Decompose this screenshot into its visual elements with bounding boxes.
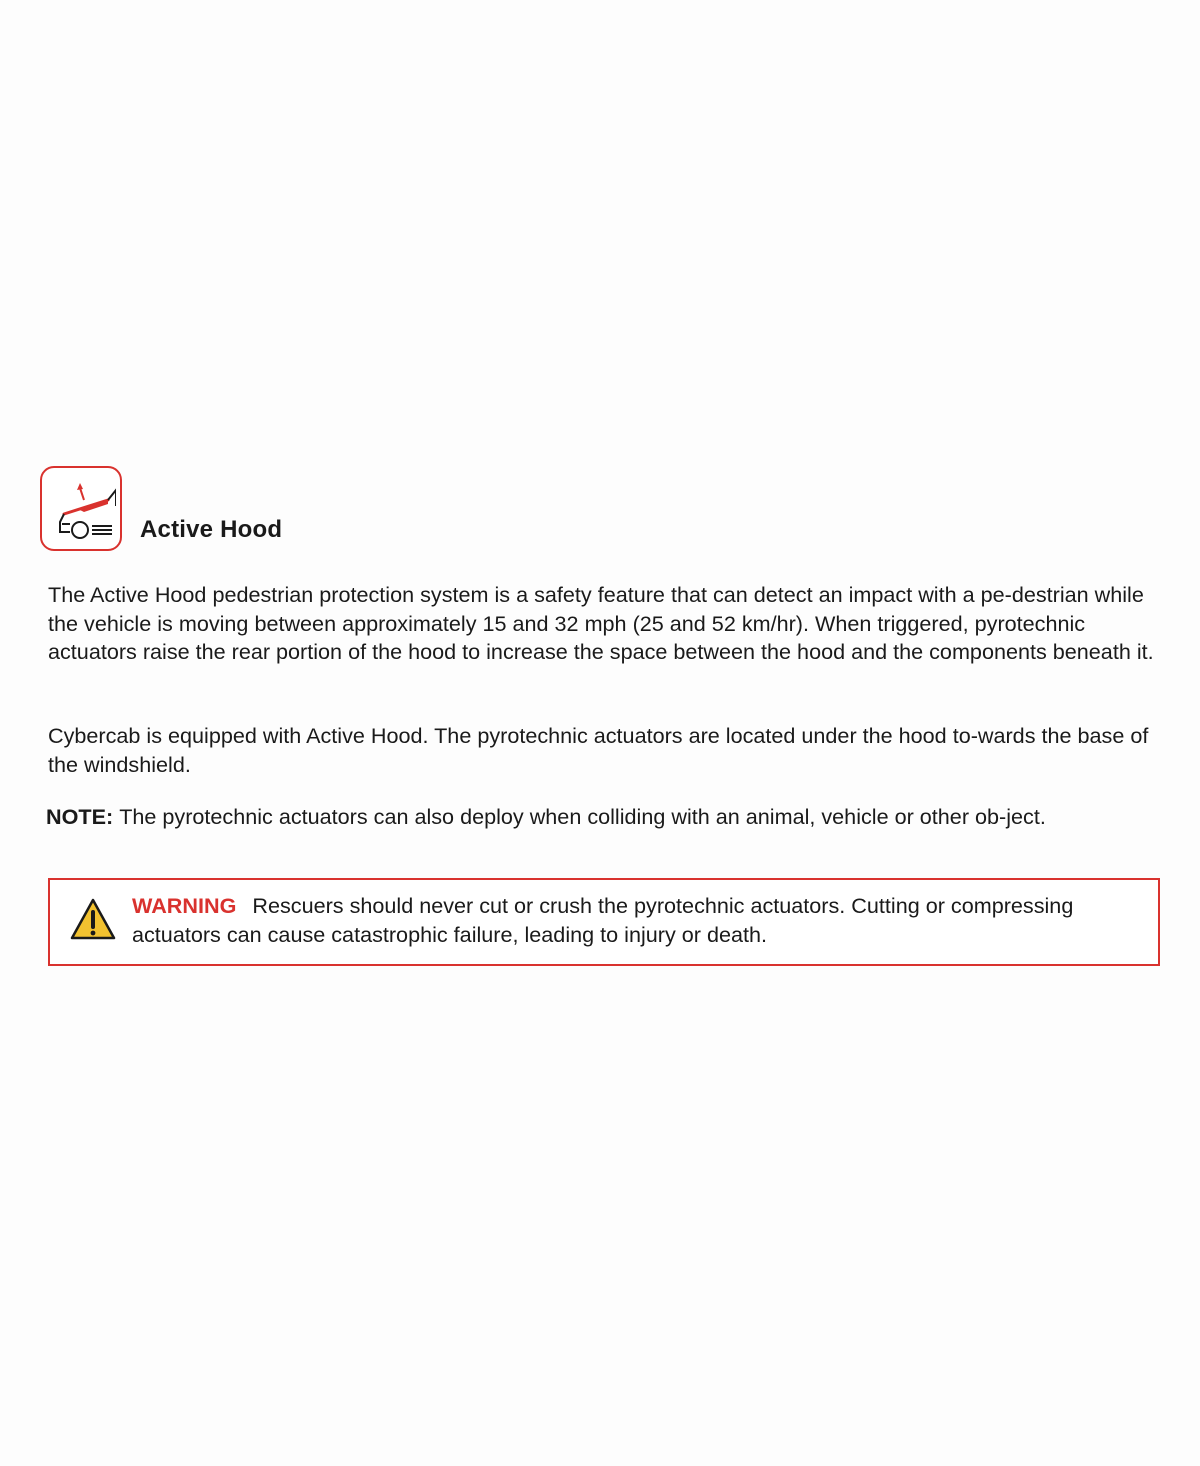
note bbox=[46, 803, 1158, 832]
warning-callout bbox=[48, 878, 1160, 966]
active-hood-icon-frame bbox=[40, 466, 122, 551]
paragraph-cybercab-equipment: Cybercab is equipped with Active Hood. The pyrotechnic actuators are located under the hood to-wards the base of the windshield. bbox=[48, 723, 1149, 777]
warning-label: WARNING bbox=[132, 893, 237, 918]
warning-text-block bbox=[132, 892, 1142, 949]
note-text: The pyrotechnic actuators can also deploy when colliding with an animal, vehicle or other ob-ject. bbox=[119, 804, 1046, 829]
warning-triangle-icon bbox=[70, 898, 116, 940]
warning-message: Rescuers should never cut or crush the pyrotechnic actuators. Cutting or compressing actuators can cause catastrophic failure, leading to injury or death. bbox=[132, 893, 1074, 947]
active-hood-icon bbox=[50, 476, 116, 544]
paragraph-active-hood-description: The Active Hood pedestrian protection system is a safety feature that can detect an impact with a pe-destrian while the vehicle is moving between approximately 15 and 32 mph (25 and 52 km/hr). When triggered, pyrotechnic actuators raise the rear portion of the hood to increase the space between the hood and the components beneath it. bbox=[48, 582, 1154, 664]
note-label: NOTE: bbox=[46, 804, 114, 829]
section-title: Active Hood bbox=[140, 516, 283, 543]
